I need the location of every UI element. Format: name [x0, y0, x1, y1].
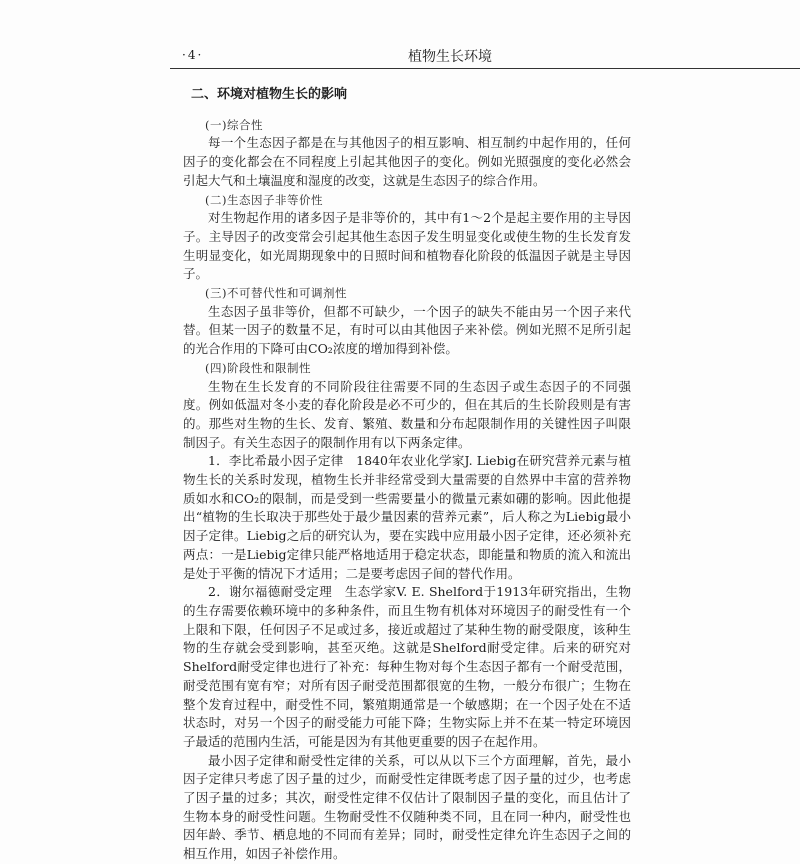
paragraph: 对生物起作用的诸多因子是非等价的，其中有1～2个是起主要作用的主导因子。主导因子的改变常会引起其他生态因子发生明显变化或使生物的生长发育发生明显变化，如光周期现象中的日照时间和植物春化阶段的低温因子就是主导因子。	[183, 210, 631, 282]
page-body	[183, 86, 631, 864]
paragraph: 2．谢尔福德耐受定理 生态学家V. E. Shelford于1913年研究指出，生物的生存需要依赖环境中的多种条件，而且生物有机体对环境因子的耐受性有一个上限和下限，任何因子不足或过多，接近或超过了某种生物的耐受限度，该种生物的生存就会受到影响，甚至灭绝。这就是Shelford耐受定律。后来的研究对Shelford耐受定律也进行了补充：每种生物对每个生态因子都有一个耐受范围，耐受范围有宽有窄；对所有因子耐受范围都很宽的生物，一般分布很广；生物在整个发育过程中，耐受性不同，繁殖期通常是一个敏感期；在一个因子处在不适状态时，对另一个因子的耐受能力可能下降；生物实际上并不在某一特定环境因子最适的范围内生活，可能是因为有其他更重要的因子在起作用。	[183, 584, 631, 749]
page-number: ·4·	[182, 48, 204, 62]
paragraph: 生态因子虽非等价，但都不可缺少，一个因子的缺失不能由另一个因子来代替。但某一因子的数量不足，有时可以由其他因子来补偿。例如光照不足所引起的光合作用的下降可由CO₂浓度的增加得到补偿。	[183, 303, 631, 357]
running-title: 植物生长环境	[408, 49, 492, 65]
header-rule	[170, 68, 800, 69]
page-header	[170, 44, 800, 64]
section-title: 二、环境对植物生长的影响	[191, 87, 348, 102]
subsection-heading: (三)不可替代性和可调剂性	[205, 286, 347, 301]
text-blocks	[183, 116, 631, 864]
paragraph: 1．李比希最小因子定律 1840年农业化学家J. Liebig在研究营养元素与植物生长的关系时发现，植物生长并非经常受到大量需要的自然界中丰富的营养物质如水和CO₂的限制，而是受到一些需要量小的微量元素如硼的影响。因此他提出“植物的生长取决于那些处于最少量因素的营养元素”，后人称之为Liebig最小因子定律。Liebig之后的研究认为，要在实践中应用最小因子定律，还必须补充两点：一是Liebig定律只能严格地适用于稳定状态，即能量和物质的流入和流出是处于平衡的情况下才适用；二是要考虑因子间的替代作用。	[183, 453, 631, 581]
paragraph: 每一个生态因子都是在与其他因子的相互影响、相互制约中起作用的，任何因子的变化都会在不同程度上引起其他因子的变化。例如光照强度的变化必然会引起大气和土壤温度和湿度的改变，这就是生态因子的综合作用。	[183, 135, 631, 188]
subsection-heading: (四)阶段性和限制性	[205, 360, 311, 375]
subsection-heading: (二)生态因子非等价性	[205, 192, 323, 207]
paragraph: 最小因子定律和耐受性定律的关系，可以从以下三个方面理解，首先，最小因子定律只考虑了因子量的过少，而耐受性定律既考虑了因子量的过少，也考虑了因子量的过多；其次，耐受性定律不仅估计了限制因子量的变化，而且估计了生物本身的耐受性问题。生物耐受性不仅随种类不同，且在同一种内，耐受性也因年龄、季节、栖息地的不同而有差异；同时，耐受性定律允许生态因子之间的相互作用，如因子补偿作用。	[183, 752, 631, 862]
paragraph: 生物在生长发育的不同阶段往往需要不同的生态因子或生态因子的不同强度。例如低温对冬小麦的春化阶段是必不可少的，但在其后的生长阶段则是有害的。那些对生物的生长、发育、繁殖、数量和分布起限制作用的关键性因子叫限制因子。有关生态因子的限制作用有以下两条定律。	[183, 378, 631, 450]
subsection-heading: (一)综合性	[205, 117, 263, 132]
